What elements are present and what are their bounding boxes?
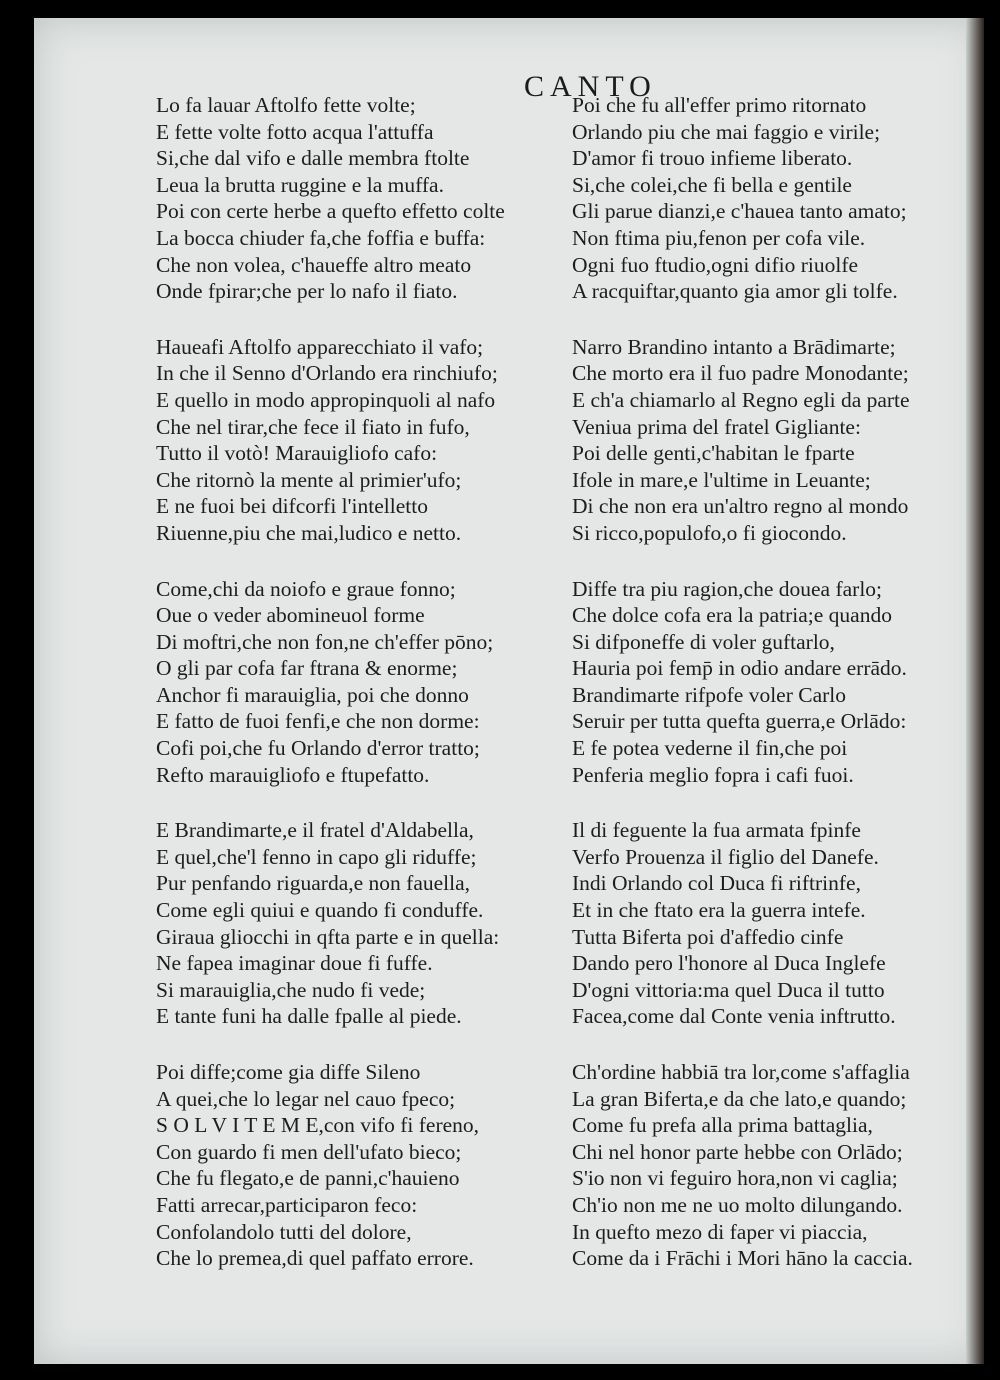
verse-line: E ch'a chiamarlo al Regno egli da parte (572, 387, 910, 412)
verse-line: E fe potea vederne il fin,che poi (572, 736, 848, 761)
verse-line: Che fu flegato,e de panni,c'hauieno (156, 1166, 460, 1191)
verse-line: Hauria poi femp̄ in odio andare errādo. (572, 656, 907, 681)
verse-line: Orlando piu che mai faggio e virile; (572, 119, 881, 144)
verse-line: Refto marauigliofo e ftupefatto. (156, 762, 430, 787)
verse-line: Si marauiglia,che nudo fi vede; (156, 977, 426, 1002)
verse-line: Come fu prefa alla prima battaglia, (572, 1113, 873, 1138)
stanza (156, 817, 576, 1030)
verse-line: Cofi poi,che fu Orlando d'error tratto; (156, 736, 480, 761)
verse-line: Tutta Biferta poi d'affedio cinfe (572, 924, 844, 949)
verse-line: Confolandolo tutti del dolore, (156, 1219, 412, 1244)
verse-line: Chi nel honor parte hebbe con Orlādo; (572, 1139, 903, 1164)
stanza (156, 1059, 576, 1272)
verse-line: Brandimarte rifpofe voler Carlo (572, 682, 847, 707)
verse-line: S O L V I T E M E,con vifo fi fereno, (156, 1113, 480, 1138)
verse-line: Ch'ordine habbiā tra lor,come s'affaglia (572, 1060, 910, 1084)
verse-line: E tante funi ha dalle fpalle al piede. (156, 1004, 462, 1029)
verse-line: Con guardo fi men dell'ufato bieco; (156, 1139, 462, 1164)
left-column (156, 92, 576, 1301)
verse-line: Di che non era un'altro regno al mondo (572, 494, 909, 519)
stanza (572, 817, 982, 1030)
verse-line: Oue o veder abomineuol forme (156, 603, 425, 628)
verse-line: E fette volte fotto acqua l'attuffa (156, 119, 434, 144)
verse-line: Che morto era il fuo padre Monodante; (572, 361, 909, 386)
verse-line: Ifole in mare,e l'ultime in Leuante; (572, 467, 871, 492)
stanza (572, 92, 982, 305)
verse-line: Si difponeffe di voler guftarlo, (572, 629, 835, 654)
verse-line: Che lo premea,di quel paffato errore. (156, 1246, 474, 1271)
verse-line: Ch'io non me ne uo molto dilungando. (572, 1192, 903, 1217)
page-header: CANTO (524, 70, 657, 103)
verse-line: E quello in modo appropinquoli al nafo (156, 387, 496, 412)
verse-line: Et in che ftato era la guerra intefe. (572, 898, 866, 923)
stanza (156, 576, 576, 789)
verse-line: E ne fuoi bei difcorfi l'intelletto (156, 494, 428, 519)
verse-line: Si,che colei,che fi bella e gentile (572, 172, 852, 197)
verse-line: Ogni fuo ftudio,ogni difio riuolfe (572, 252, 859, 277)
verse-line: Onde fpirar;che per lo nafo il fiato. (156, 279, 458, 304)
verse-line: Narro Brandino intanto a Brādimarte; (572, 334, 896, 359)
verse-line: D'amor fi trouo infieme liberato. (572, 146, 853, 171)
verse-line: Si ricco,populofo,o fi giocondo. (572, 520, 847, 545)
verse-line: Che ritornò la mente al primier'ufo; (156, 467, 462, 492)
verse-line: Giraua gliocchi in qfta parte e in quella: (156, 924, 500, 949)
verse-line: O gli par cofa far ftrana & enorme; (156, 656, 458, 681)
verse-line: Verfo Prouenza il figlio del Danefe. (572, 844, 879, 869)
verse-line: Poi delle genti,c'habitan le fparte (572, 441, 855, 466)
verse-line: Facea,come dal Conte venia inftrutto. (572, 1004, 896, 1029)
stanza (572, 1059, 982, 1272)
verse-line: Che nel tirar,che fece il fiato in fufo, (156, 414, 470, 439)
verse-line: Lo fa lauar Aftolfo fette volte; (156, 93, 416, 117)
verse-line: Fatti arrecar,participaron feco: (156, 1192, 418, 1217)
verse-line: Indi Orlando col Duca fi riftrinfe, (572, 871, 861, 896)
verse-line: Gli parue dianzi,e c'hauea tanto amato; (572, 199, 907, 224)
verse-line: Ne fapea imaginar doue fi fuffe. (156, 951, 433, 976)
verse-line: Leua la brutta ruggine e la muffa. (156, 172, 444, 197)
verse-line: Non ftima piu,fenon per cofa vile. (572, 225, 866, 250)
verse-line: D'ogni vittoria:ma quel Duca il tutto (572, 977, 885, 1002)
verse-line: E Brandimarte,e il fratel d'Aldabella, (156, 818, 474, 843)
verse-line: Come,chi da noiofo e graue fonno; (156, 576, 456, 601)
right-column (572, 92, 982, 1301)
verse-line: In che il Senno d'Orlando era rinchiufo; (156, 361, 498, 386)
verse-line: Riuenne,piu che mai,ludico e netto. (156, 520, 462, 545)
verse-line: Veniua prima del fratel Gigliante: (572, 414, 861, 439)
verse-line: Dando pero l'honore al Duca Inglefe (572, 951, 886, 976)
verse-line: Che dolce cofa era la patria;e quando (572, 603, 892, 628)
stanza (572, 576, 982, 789)
verse-line: A racquiftar,quanto gia amor gli tolfe. (572, 279, 898, 304)
stanza (572, 334, 982, 547)
verse-line: Seruir per tutta quefta guerra,e Orlādo: (572, 709, 907, 734)
stanza (156, 92, 576, 305)
verse-line: Diffe tra piu ragion,che douea farlo; (572, 576, 883, 601)
verse-line: Come egli quiui e quando fi conduffe. (156, 898, 484, 923)
verse-line: In quefto mezo di faper vi piaccia, (572, 1219, 868, 1244)
verse-line: Anchor fi marauiglia, poi che donno (156, 682, 469, 707)
verse-line: A quei,che lo legar nel cauo fpeco; (156, 1086, 456, 1111)
verse-line: Il di feguente la fua armata fpinfe (572, 818, 861, 843)
verse-line: Poi diffe;come gia diffe Sileno (156, 1060, 421, 1084)
verse-line: La gran Biferta,e da che lato,e quando; (572, 1086, 907, 1111)
verse-line: La bocca chiuder fa,che foffia e buffa: (156, 225, 486, 250)
verse-line: Pur penfando riguarda,e non fauella, (156, 871, 471, 896)
verse-line: Che non volea, c'haueffe altro meato (156, 252, 472, 277)
verse-line: S'io non vi feguiro hora,non vi caglia; (572, 1166, 898, 1191)
verse-line: Haueafi Aftolfo apparecchiato il vafo; (156, 334, 484, 359)
verse-line: Poi con certe herbe a quefto effetto colte (156, 199, 505, 224)
verse-line: Penferia meglio fopra i cafi fuoi. (572, 762, 854, 787)
verse-line: Si,che dal vifo e dalle membra ftolte (156, 146, 470, 171)
book-page (34, 18, 984, 1364)
verse-line: E quel,che'l fenno in capo gli riduffe; (156, 844, 477, 869)
verse-line: Poi che fu all'effer primo ritornato (572, 93, 867, 117)
verse-line: Come da i Frāchi i Mori hāno la caccia. (572, 1246, 913, 1271)
verse-line: Di moftri,che non fon,ne ch'effer pōno; (156, 629, 494, 654)
stanza (156, 334, 576, 547)
verse-line: Tutto il votò! Marauigliofo cafo: (156, 441, 438, 466)
verse-line: E fatto de fuoi fenfi,e che non dorme: (156, 709, 480, 734)
